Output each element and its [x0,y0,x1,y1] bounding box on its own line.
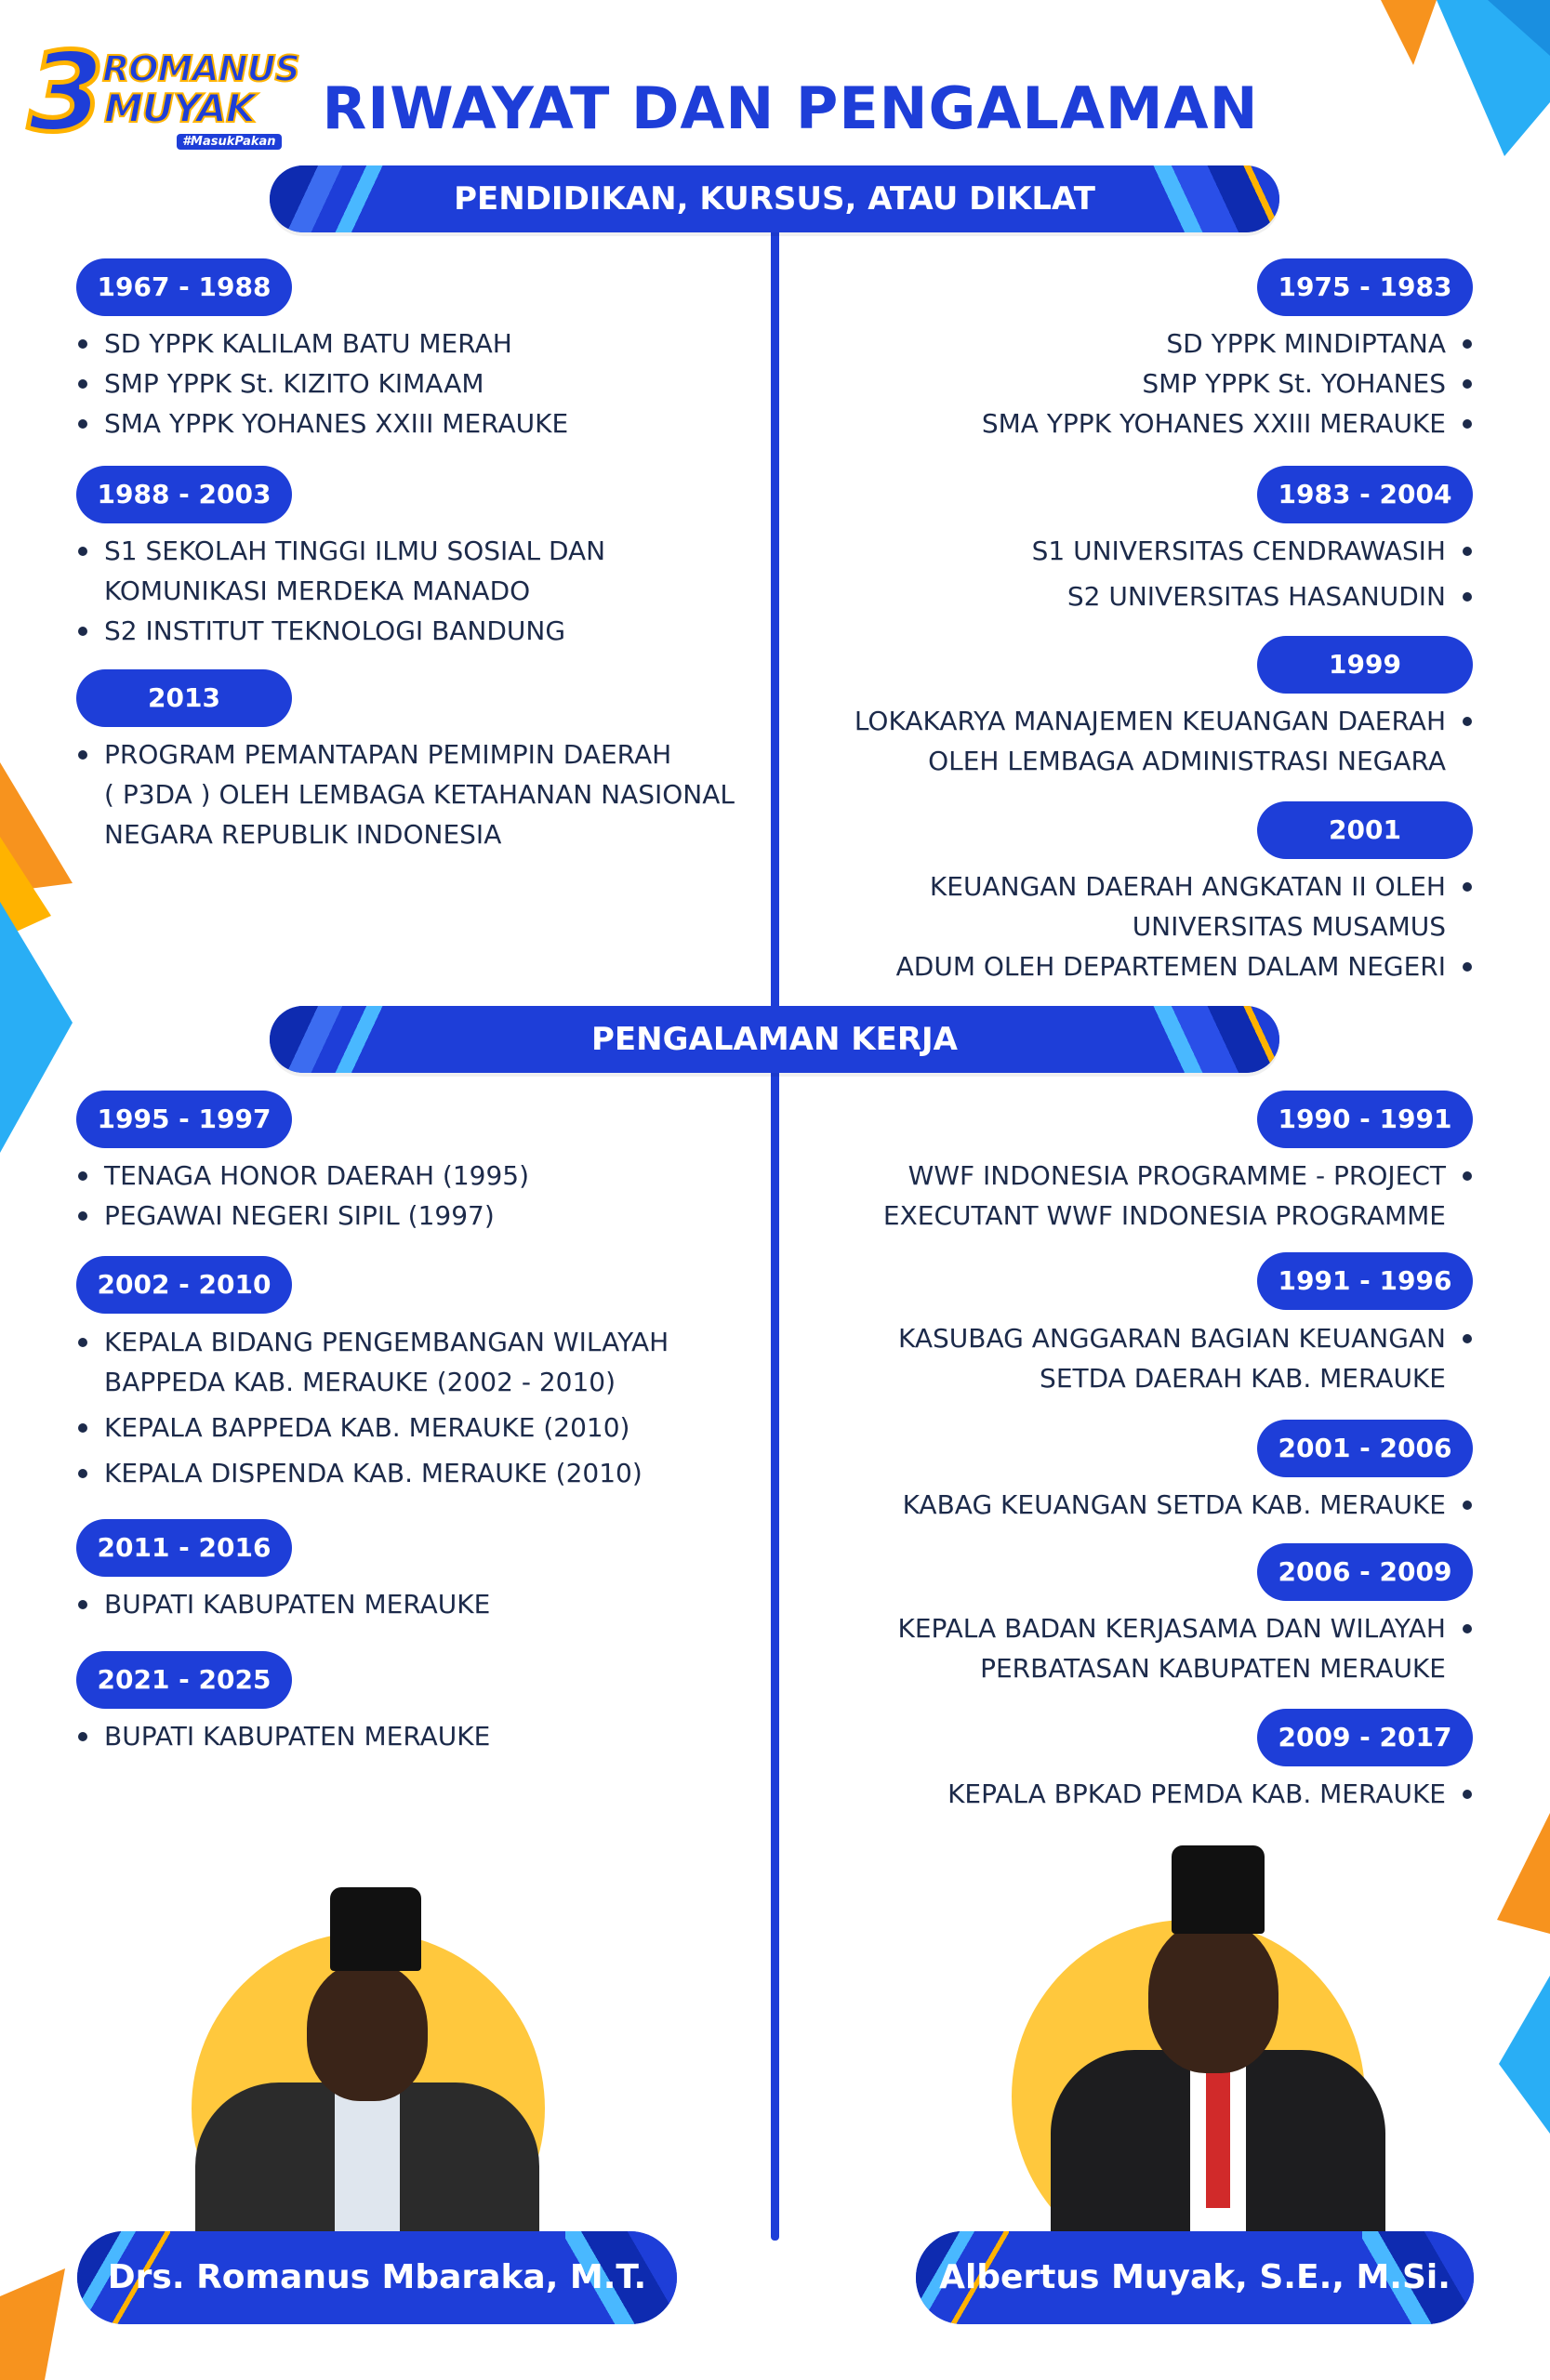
list-item: SD YPPK MINDIPTANA [781,324,1474,364]
work-list [76,1584,746,1624]
year-pill: 2006 - 2009 [1257,1543,1473,1601]
list-item: SMP YPPK St. YOHANES [781,364,1474,403]
candidate-name-right-label: Albertus Muyak, S.E., M.Si. [939,2258,1451,2296]
work-list [781,1318,1474,1398]
list-item: S2 UNIVERSITAS HASANUDIN [781,576,1474,616]
year-pill: 1999 [1257,636,1473,694]
campaign-logo [28,28,299,158]
year-pill: 1967 - 1988 [76,258,292,316]
work-list [781,1774,1474,1814]
year-pill: 2011 - 2016 [76,1519,292,1577]
logo-number: 3 [28,28,105,156]
list-item: SMA YPPK YOHANES XXIII MERAUKE [781,403,1474,443]
list-item: LOKAKARYA MANAJEMEN KEUANGAN DAERAH OLEH LEMBAGA ADMINISTRASI NEGARA [781,701,1474,781]
work-list [781,1608,1474,1688]
list-item: PEGAWAI NEGERI SIPIL (1997) [76,1196,746,1236]
education-list [76,324,746,443]
logo-line-1: ROMANUS [102,48,299,89]
list-item: SMA YPPK YOHANES XXIII MERAUKE [76,403,746,443]
list-item: KEPALA BADAN KERJASAMA DAN WILAYAH PERBATASAN KABUPATEN MERAUKE [781,1608,1474,1688]
list-item: KEUANGAN DAERAH ANGKATAN II OLEH UNIVERSITAS MUSAMUS [781,866,1474,946]
timeline-line-work [771,1060,779,2241]
work-banner [270,1006,1279,1073]
candidate-name-left-label: Drs. Romanus Mbaraka, M.T. [107,2258,647,2296]
education-banner-label: PENDIDIKAN, KURSUS, ATAU DIKLAT [454,180,1095,218]
page-title: RIWAYAT DAN PENGALAMAN [322,74,1259,142]
year-pill: 2013 [76,669,292,727]
list-item: KEPALA BAPPEDA KAB. MERAUKE (2010) [76,1408,746,1448]
list-item: SD YPPK KALILAM BATU MERAH [76,324,746,364]
list-item: BUPATI KABUPATEN MERAUKE [76,1584,746,1624]
list-item: SMP YPPK St. KIZITO KIMAAM [76,364,746,403]
year-pill: 1983 - 2004 [1257,466,1473,523]
list-item: S1 UNIVERSITAS CENDRAWASIH [781,531,1474,571]
list-item: KEPALA BIDANG PENGEMBANGAN WILAYAH BAPPEDA KAB. MERAUKE (2002 - 2010) [76,1322,746,1402]
work-list [76,1716,746,1756]
candidate-name-right [916,2231,1474,2324]
list-item: KASUBAG ANGGARAN BAGIAN KEUANGAN SETDA DAERAH KAB. MERAUKE [781,1318,1474,1398]
logo-line-2: MUYAK [104,86,256,131]
list-item: KABAG KEUANGAN SETDA KAB. MERAUKE [781,1485,1474,1525]
list-item: BUPATI KABUPATEN MERAUKE [76,1716,746,1756]
candidate-photo-left [186,1887,558,2278]
education-list [76,531,746,651]
year-pill: 1975 - 1983 [1257,258,1473,316]
work-banner-label: PENGALAMAN KERJA [591,1021,958,1058]
list-item: TENAGA HONOR DAERAH (1995) [76,1156,746,1196]
logo-hashtag: #MasukPakan [177,134,282,150]
candidate-photo-right [1032,1845,1404,2282]
year-pill: 2009 - 2017 [1257,1709,1473,1766]
education-list [781,324,1474,443]
year-pill: 2001 - 2006 [1257,1420,1473,1477]
year-pill: 2002 - 2010 [76,1256,292,1314]
list-item: ADUM OLEH DEPARTEMEN DALAM NEGERI [781,946,1474,986]
work-list [781,1156,1474,1236]
list-item: PROGRAM PEMANTAPAN PEMIMPIN DAERAH ( P3DA ) OLEH LEMBAGA KETAHANAN NASIONAL NEGARA REPUBLIK INDONESIA [76,734,746,854]
year-pill: 2001 [1257,801,1473,859]
year-pill: 1990 - 1991 [1257,1091,1473,1148]
list-item: WWF INDONESIA PROGRAMME - PROJECT EXECUTANT WWF INDONESIA PROGRAMME [781,1156,1474,1236]
candidate-name-left [77,2231,677,2324]
education-list [781,866,1474,986]
education-list [76,734,746,854]
year-pill: 1988 - 2003 [76,466,292,523]
year-pill: 2021 - 2025 [76,1651,292,1709]
education-list [781,531,1474,616]
list-item: KEPALA DISPENDA KAB. MERAUKE (2010) [76,1453,746,1493]
year-pill: 1991 - 1996 [1257,1252,1473,1310]
education-list [781,701,1474,781]
list-item: S2 INSTITUT TEKNOLOGI BANDUNG [76,611,746,651]
work-list [781,1485,1474,1525]
list-item: S1 SEKOLAH TINGGI ILMU SOSIAL DAN KOMUNIKASI MERDEKA MANADO [76,531,746,611]
timeline-line-education [771,229,779,1010]
work-list [76,1322,746,1493]
list-item: KEPALA BPKAD PEMDA KAB. MERAUKE [781,1774,1474,1814]
work-list [76,1156,746,1236]
education-banner [270,165,1279,232]
year-pill: 1995 - 1997 [76,1091,292,1148]
